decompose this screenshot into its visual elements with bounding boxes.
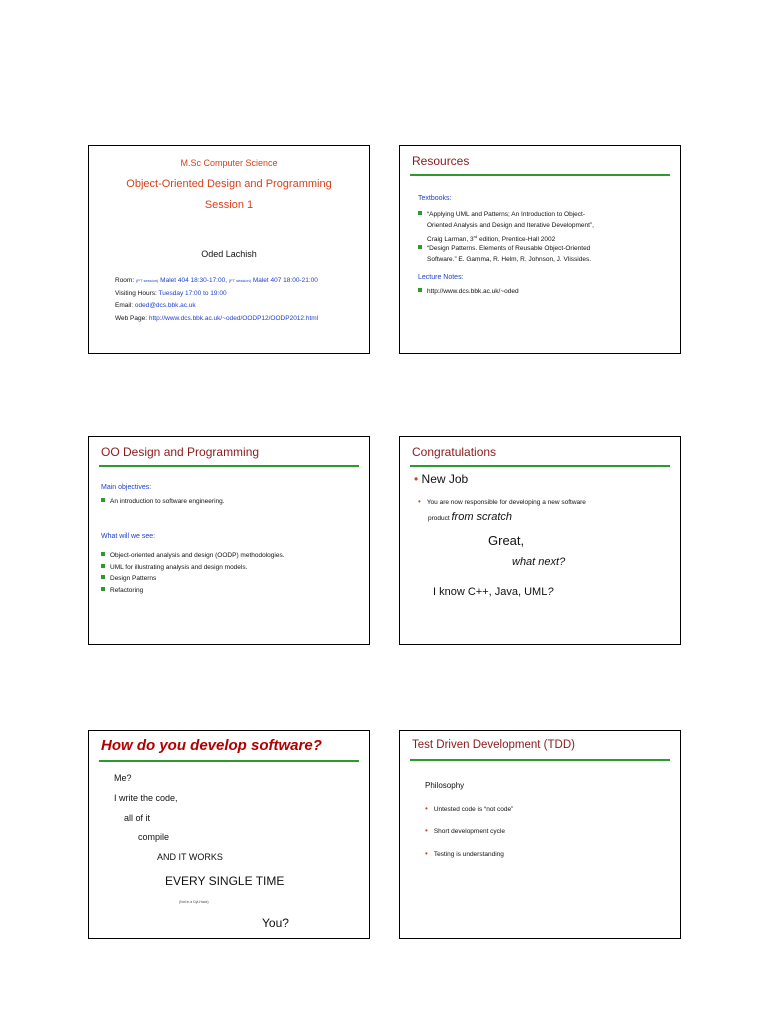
notes-heading: Lecture Notes:: [418, 274, 464, 281]
heading-rule: [410, 465, 670, 467]
see-heading: What will we see:: [101, 533, 156, 540]
bullet-icon: [101, 498, 105, 502]
bullet-icon: [418, 245, 422, 249]
heading-rule: [99, 465, 359, 467]
heading-rule: [410, 759, 670, 761]
slide-congratulations: [399, 436, 681, 645]
list-item: • Testing is understanding: [425, 849, 504, 858]
web-line: Web Page: http://www.dcs.bbk.ac.uk/~oded/OODP12/OODP2012.html: [115, 315, 319, 322]
book-1: “Applying UML and Patterns; An Introduction to Object- Oriented Analysis and Design and Iterative Development”, Craig Larman, 3rd edition, Prentice-Hall 2002: [418, 209, 594, 245]
slide-heading: OO Design and Programming: [101, 445, 260, 459]
line-write: I write the code,: [114, 793, 178, 803]
bullet-icon: •: [414, 472, 419, 486]
you-text: You?: [262, 916, 289, 930]
objectives-heading: Main objectives:: [101, 484, 152, 491]
bullet-icon: [101, 552, 105, 556]
bullet-icon: •: [425, 826, 428, 835]
session-label: Session 1: [204, 199, 254, 211]
course-title: Object-Oriented Design and Programming: [126, 178, 332, 190]
footnote: (Not in a Dyl-Hack): [179, 900, 209, 904]
textbooks-heading: Textbooks:: [418, 195, 452, 202]
notes-link[interactable]: http://www.dcs.bbk.ac.uk/~oded: [427, 288, 519, 295]
bullet-icon: •: [425, 804, 428, 813]
great-text: Great,: [488, 533, 525, 548]
slide-tdd: [399, 730, 681, 939]
main-bullet: • New Job: [414, 472, 469, 486]
hours-line: Visiting Hours: Tuesday 17:00 to 19:00: [115, 290, 227, 297]
line-me: Me?: [114, 773, 132, 783]
from-scratch: from scratch: [451, 511, 513, 523]
bullet-icon: [418, 211, 422, 215]
heading-rule: [99, 760, 359, 762]
see-list: [101, 550, 285, 596]
slide-heading: Resources: [412, 154, 470, 168]
bullet-icon: [101, 587, 105, 591]
list-item: Object-oriented analysis and design (OODP) methodologies.: [101, 550, 285, 562]
web-link[interactable]: http://www.dcs.bbk.ac.uk/~oded/OODP12/OODP2012.html: [148, 315, 319, 322]
line-works: AND IT WORKS: [157, 852, 223, 862]
heading-rule: [410, 174, 670, 176]
room-line: Room: (PT session) Malet 404 18:30-17:00, (FT session) Malet 407 18:00-21:00: [115, 277, 318, 284]
book-2: “Design Patterns. Elements of Reusable Object-Oriented Software.” E. Gamma, R. Helm, R. Johnson, J. Vlissides.: [418, 243, 591, 265]
slide-heading: How do you develop software?: [101, 737, 322, 754]
list-item: Refactoring: [101, 585, 285, 597]
email-link[interactable]: oded@dcs.bbk.ac.uk: [134, 302, 196, 309]
bullet-icon: [418, 288, 422, 292]
notes-url: [418, 288, 519, 295]
program-name: M.Sc Computer Science: [180, 158, 278, 168]
line-all: all of it: [124, 813, 151, 823]
lecturer-name: Oded Lachish: [201, 249, 257, 259]
list-item: UML for illustrating analysis and design models.: [101, 562, 285, 574]
email-line: Email: oded@dcs.bbk.ac.uk: [115, 302, 196, 309]
line-compile: compile: [138, 832, 170, 842]
bullet-icon: [101, 575, 105, 579]
objective-item: An introduction to software engineering.: [101, 498, 225, 505]
list-item: • Untested code is “not code”: [425, 804, 514, 813]
slide-resources: [399, 145, 681, 354]
know-text: I know C++, Java, UML?: [433, 586, 554, 598]
every-time: EVERY SINGLE TIME: [165, 874, 285, 888]
list-item: Design Patterns: [101, 573, 285, 585]
philosophy-label: Philosophy: [425, 781, 465, 790]
bullet-icon: •: [418, 497, 421, 506]
slide-develop-software: [88, 730, 370, 939]
slide-title: [88, 145, 370, 354]
bullet-icon: [101, 564, 105, 568]
list-item: • Short development cycle: [425, 826, 505, 835]
slide-heading: Congratulations: [412, 445, 497, 459]
sub-bullet: • You are now responsible for developing a new software product from scratch: [418, 497, 586, 523]
what-next-text: what next?: [512, 556, 566, 568]
bullet-icon: •: [425, 849, 428, 858]
slide-heading: Test Driven Development (TDD): [412, 739, 575, 751]
slide-oo-design: [88, 436, 370, 645]
